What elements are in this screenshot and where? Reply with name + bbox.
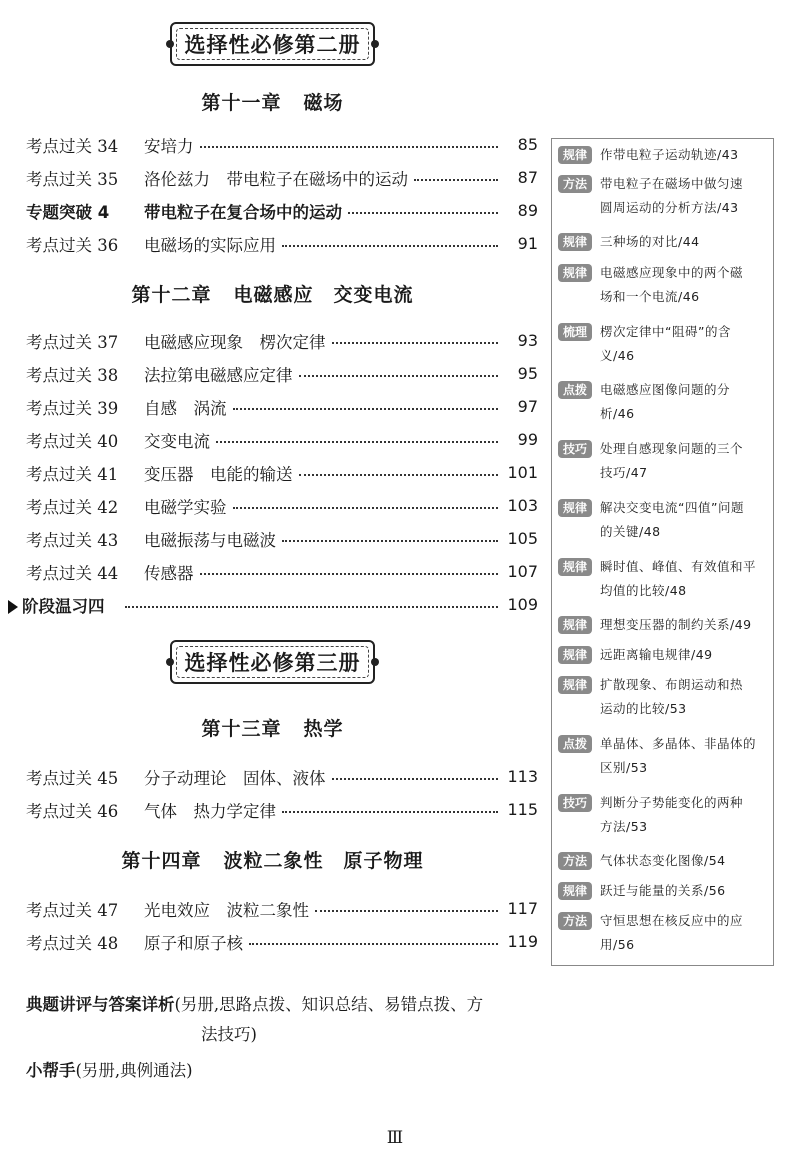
toc-leader (200, 146, 499, 148)
chapter-11-name: 磁场 (303, 92, 344, 114)
tip-text-line: 运动的比较/53 (600, 701, 687, 716)
tip-tag-badge: 规律 (558, 146, 592, 164)
toc-row-39[interactable] (26, 390, 538, 423)
tip-text-line: 楞次定律中“阻碍”的含 (600, 324, 731, 339)
chapter-14-name: 波粒二象性 原子物理 (223, 850, 424, 872)
footer-answer-book-desc: (另册,思路点拨、知识总结、易错点拨、方 (174, 995, 484, 1014)
tip-text-line: 判断分子势能变化的两种 (600, 795, 744, 810)
tip-text-line: 解决交变电流“四值”问题 (600, 500, 744, 515)
tip-tag-badge: 方法 (558, 175, 592, 193)
tip-item (558, 909, 770, 957)
toc-kd: 考点过关 42 (26, 497, 119, 517)
toc-row-36[interactable] (26, 227, 538, 260)
toc-kd: 考点过关 36 (26, 235, 119, 255)
toc-row-special-4[interactable] (26, 194, 538, 227)
toc-page: 107 (507, 562, 538, 581)
tip-item (558, 496, 770, 544)
toc-page: 119 (507, 932, 538, 951)
tip-item (558, 613, 770, 637)
toc-leader (299, 474, 499, 476)
tip-text-line: 气体状态变化图像/54 (600, 853, 726, 868)
tip-item (558, 230, 770, 254)
tip-item (558, 261, 770, 309)
footer-answer-book[interactable] (26, 990, 546, 1050)
toc-page: 105 (507, 529, 538, 548)
tip-text-line: 处理自感现象问题的三个 (600, 441, 744, 456)
tip-text-line: 带电粒子在磁场中做匀速 (600, 176, 744, 191)
toc-leader (200, 573, 499, 575)
toc-leader (125, 606, 499, 608)
tip-tag-badge: 点拨 (558, 735, 592, 753)
tip-tag-badge: 方法 (558, 852, 592, 870)
toc-leader (216, 441, 498, 443)
toc-row-41[interactable] (26, 456, 538, 489)
toc-kd: 考点过关 43 (26, 530, 119, 550)
toc-kd: 考点过关 48 (26, 933, 119, 953)
footer-helper-title: 小帮手 (26, 1061, 76, 1080)
tip-text-line: 圆周运动的分析方法/43 (600, 200, 739, 215)
toc-title: 电磁学实验 (144, 497, 227, 517)
toc-kd: 考点过关 45 (26, 768, 119, 788)
tip-text-line: 守恒思想在核反应中的应 (600, 913, 744, 928)
tip-item (558, 320, 770, 368)
tip-tag-badge: 梳理 (558, 323, 592, 341)
tip-text-line: 场和一个电流/46 (600, 289, 700, 304)
toc-page: 93 (517, 331, 538, 350)
tip-item (558, 643, 770, 667)
footer-answer-book-desc-line2: 法技巧) (201, 1025, 257, 1044)
toc-page: 103 (507, 496, 538, 515)
toc-leader (332, 342, 499, 344)
banner-book-2-text: 选择性必修第二册 (184, 33, 361, 57)
toc-title: 法拉第电磁感应定律 (144, 365, 293, 385)
toc-leader (332, 778, 499, 780)
toc-kd: 考点过关 39 (26, 398, 119, 418)
toc-kd: 考点过关 44 (26, 563, 119, 583)
chapter-11-heading (0, 88, 545, 115)
tip-text-line: 电磁感应图像问题的分 (600, 382, 731, 397)
toc-row-47[interactable] (26, 892, 538, 925)
tip-text-line: 区别/53 (600, 760, 648, 775)
toc-title: 原子和原子核 (144, 933, 243, 953)
toc-kd: 考点过关 41 (26, 464, 119, 484)
tip-tag-badge: 规律 (558, 558, 592, 576)
toc-title: 变压器 电能的输送 (144, 464, 293, 484)
tips-sidebar (551, 138, 774, 966)
toc-row-38[interactable] (26, 357, 538, 390)
toc-leader (233, 507, 499, 509)
tip-text-line: 单晶体、多晶体、非晶体的 (600, 736, 757, 751)
tip-item (558, 879, 770, 903)
tip-text-line: 扩散现象、布朗运动和热 (600, 677, 744, 692)
tip-text-line: 三种场的对比/44 (600, 234, 700, 249)
toc-leader (315, 910, 498, 912)
tip-text-line: 析/46 (600, 406, 635, 421)
toc-leader (249, 943, 498, 945)
toc-page: 97 (517, 397, 538, 416)
tip-item (558, 849, 770, 873)
toc-row-44[interactable] (26, 555, 538, 588)
toc-row-46[interactable] (26, 793, 538, 826)
tip-tag-badge: 规律 (558, 233, 592, 251)
tip-text-line: 均值的比较/48 (600, 583, 687, 598)
tip-item (558, 437, 770, 485)
toc-leader (414, 179, 498, 181)
toc-title: 气体 热力学定律 (144, 801, 276, 821)
page-number: Ⅲ (386, 1128, 404, 1148)
chapter-12-name: 电磁感应 交变电流 (233, 284, 414, 306)
tip-text-line: 瞬时值、峰值、有效值和平 (600, 559, 757, 574)
toc-title: 光电效应 波粒二象性 (144, 900, 309, 920)
triangle-right-icon (8, 600, 18, 614)
toc-row-stage-4[interactable] (8, 588, 538, 621)
tip-item (558, 143, 770, 167)
chapter-12-heading (0, 280, 545, 307)
toc-page: 117 (507, 899, 538, 918)
toc-title: 交变电流 (144, 431, 210, 451)
toc-kd: 考点过关 47 (26, 900, 119, 920)
toc-kd: 考点过关 37 (26, 332, 119, 352)
tip-tag-badge: 规律 (558, 499, 592, 517)
toc-page: 99 (517, 430, 538, 449)
chapter-14-number: 第十四章 (121, 850, 202, 872)
tip-text-line: 作带电粒子运动轨迹/43 (600, 147, 739, 162)
tip-item (558, 378, 770, 426)
toc-kd: 考点过关 38 (26, 365, 119, 385)
toc-kd: 考点过关 35 (26, 169, 119, 189)
toc-page: 91 (517, 234, 538, 253)
tip-tag-badge: 规律 (558, 676, 592, 694)
tip-text-line: 理想变压器的制约关系/49 (600, 617, 752, 632)
toc-title: 带电粒子在复合场中的运动 (144, 202, 342, 222)
toc-page: 113 (507, 767, 538, 786)
toc-title: 自感 涡流 (144, 398, 227, 418)
toc-stage-label: 阶段温习四 (22, 596, 105, 616)
toc-page: 87 (517, 168, 538, 187)
tip-text-line: 电磁感应现象中的两个磁 (600, 265, 744, 280)
chapter-13-number: 第十三章 (201, 718, 282, 740)
toc-row-42[interactable] (26, 489, 538, 522)
toc-row-45[interactable] (26, 760, 538, 793)
tip-text-line: 用/56 (600, 937, 635, 952)
toc-page: 101 (507, 463, 538, 482)
toc-leader (233, 408, 499, 410)
toc-page: 109 (507, 595, 538, 614)
chapter-13-heading (0, 714, 545, 741)
tip-text-line: 义/46 (600, 348, 635, 363)
chapter-13-name: 热学 (303, 718, 344, 740)
toc-leader (282, 245, 498, 247)
chapter-11-number: 第十一章 (201, 92, 282, 114)
toc-leader (299, 375, 499, 377)
tip-tag-badge: 规律 (558, 264, 592, 282)
tip-item (558, 673, 770, 721)
toc-leader (348, 212, 498, 214)
toc-title: 传感器 (144, 563, 194, 583)
toc-kd: 考点过关 46 (26, 801, 119, 821)
tip-text-line: 跃迁与能量的关系/56 (600, 883, 726, 898)
tip-item (558, 732, 770, 780)
toc-row-34[interactable] (26, 128, 538, 161)
tip-text-line: 远距离输电规律/49 (600, 647, 713, 662)
tip-tag-badge: 技巧 (558, 794, 592, 812)
tip-tag-badge: 点拨 (558, 381, 592, 399)
toc-row-43[interactable] (26, 522, 538, 555)
toc-row-37[interactable] (26, 324, 538, 357)
toc-leader (282, 540, 498, 542)
toc-kd: 考点过关 40 (26, 431, 119, 451)
tip-tag-badge: 方法 (558, 912, 592, 930)
toc-page: 95 (517, 364, 538, 383)
footer-helper-desc: (另册,典例通法) (75, 1061, 193, 1080)
footer-helper[interactable] (26, 1056, 193, 1086)
tip-text-line: 方法/53 (600, 819, 648, 834)
toc-title: 电磁感应现象 楞次定律 (144, 332, 326, 352)
toc-title: 安培力 (144, 136, 194, 156)
toc-kd: 专题突破 4 (26, 202, 110, 222)
tip-item (558, 172, 770, 220)
banner-book-2 (170, 22, 375, 66)
tip-tag-badge: 技巧 (558, 440, 592, 458)
toc-row-35[interactable] (26, 161, 538, 194)
toc-row-40[interactable] (26, 423, 538, 456)
toc-page: 89 (517, 201, 538, 220)
toc-row-48[interactable] (26, 925, 538, 958)
footer-answer-book-title: 典题讲评与答案详析 (26, 995, 175, 1014)
toc-title: 电磁场的实际应用 (144, 235, 276, 255)
tip-item (558, 555, 770, 603)
tip-text-line: 技巧/47 (600, 465, 648, 480)
tip-tag-badge: 规律 (558, 882, 592, 900)
toc-leader (282, 811, 498, 813)
chapter-12-number: 第十二章 (131, 284, 212, 306)
banner-book-3 (170, 640, 375, 684)
tip-tag-badge: 规律 (558, 616, 592, 634)
banner-book-3-text: 选择性必修第三册 (184, 651, 361, 675)
chapter-14-heading (0, 846, 545, 873)
toc-title: 分子动理论 固体、液体 (144, 768, 326, 788)
tip-text-line: 的关键/48 (600, 524, 661, 539)
toc-title: 洛伦兹力 带电粒子在磁场中的运动 (144, 169, 408, 189)
tip-tag-badge: 规律 (558, 646, 592, 664)
toc-page: 115 (507, 800, 538, 819)
toc-page: 85 (517, 135, 538, 154)
toc-title: 电磁振荡与电磁波 (144, 530, 276, 550)
toc-kd: 考点过关 34 (26, 136, 119, 156)
tip-item (558, 791, 770, 839)
